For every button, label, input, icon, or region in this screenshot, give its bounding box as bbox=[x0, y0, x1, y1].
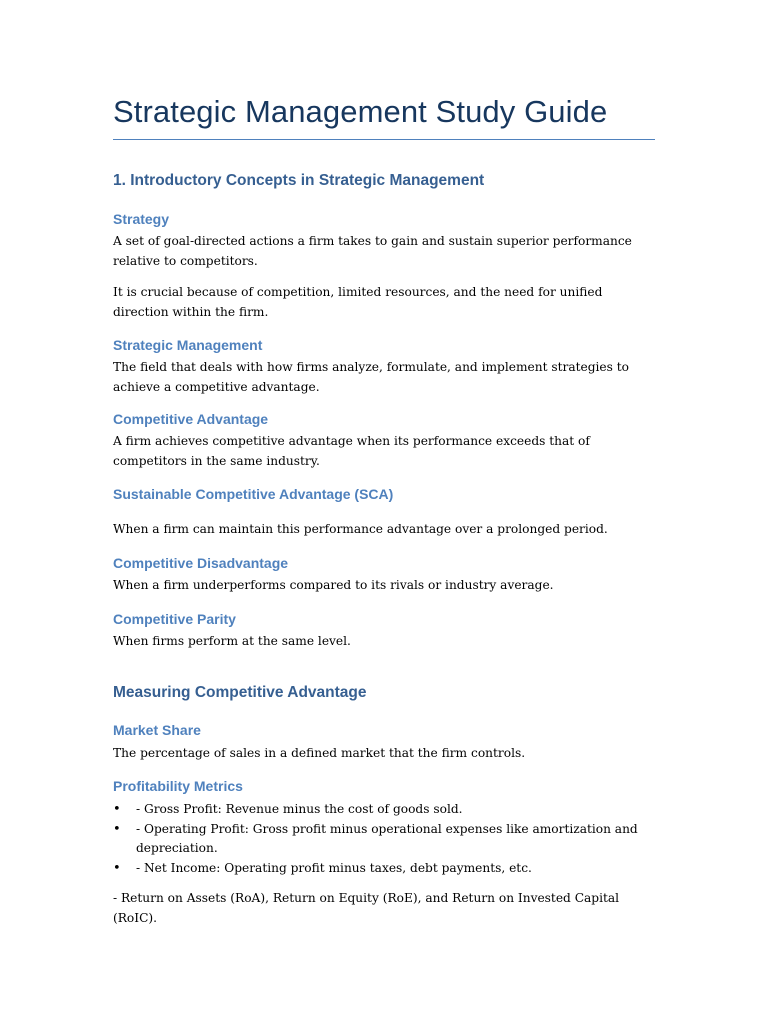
subheading-profitability-metrics: Profitability Metrics bbox=[113, 778, 243, 794]
paragraph-competitive-disadvantage: When a firm underperforms compared to its rivals or industry average. bbox=[113, 578, 554, 592]
paragraph-competitive-parity: When firms perform at the same level. bbox=[113, 634, 351, 648]
paragraph-strategy-importance: It is crucial because of competition, limited resources, and the need for unified direction within the firm. bbox=[113, 285, 603, 319]
list-item-net-income bbox=[113, 859, 658, 879]
list-item-gross-profit bbox=[113, 800, 658, 820]
subheading-competitive-advantage: Competitive Advantage bbox=[113, 411, 269, 427]
list-item-text: - Net Income: Operating profit minus taxes, debt payments, etc. bbox=[136, 860, 532, 875]
list-item-text: - Gross Profit: Revenue minus the cost of goods sold. bbox=[136, 802, 463, 816]
bullet-icon: • bbox=[113, 860, 121, 876]
profitability-metrics-list bbox=[113, 800, 658, 878]
title-underline bbox=[113, 139, 655, 140]
subheading-strategic-management: Strategic Management bbox=[113, 337, 263, 353]
subheading-sustainable-competitive-advantage: Sustainable Competitive Advantage (SCA) bbox=[113, 486, 394, 502]
section-heading-introductory-concepts: 1. Introductory Concepts in Strategic Management bbox=[113, 172, 485, 189]
document-title: Strategic Management Study Guide bbox=[113, 94, 608, 129]
subheading-market-share: Market Share bbox=[113, 722, 201, 738]
paragraph-sustainable-competitive-advantage: When a firm can maintain this performance advantage over a prolonged period. bbox=[113, 522, 608, 536]
paragraph-market-share: The percentage of sales in a defined market that the firm controls. bbox=[113, 746, 526, 760]
list-item-text: - Operating Profit: Gross profit minus operational expenses like amortization and depreciation. bbox=[136, 821, 638, 855]
section-heading-measuring-competitive-advantage: Measuring Competitive Advantage bbox=[113, 684, 367, 701]
subheading-competitive-parity: Competitive Parity bbox=[113, 611, 236, 627]
bullet-icon: • bbox=[113, 802, 121, 817]
subheading-competitive-disadvantage: Competitive Disadvantage bbox=[113, 555, 289, 571]
paragraph-strategy-definition: A set of goal-directed actions a firm takes to gain and sustain superior performance relative to competitors. bbox=[113, 234, 632, 268]
bullet-icon: • bbox=[113, 821, 121, 837]
subheading-strategy: Strategy bbox=[113, 211, 170, 227]
paragraph-strategic-management: The field that deals with how firms analyze, formulate, and implement strategies to achieve a competitive advantage. bbox=[113, 360, 629, 394]
paragraph-return-metrics: - Return on Assets (RoA), Return on Equity (RoE), and Return on Invested Capital (RoIC). bbox=[113, 891, 620, 925]
list-item-operating-profit bbox=[113, 820, 658, 859]
paragraph-competitive-advantage: A firm achieves competitive advantage when its performance exceeds that of competitors in the same industry. bbox=[113, 434, 590, 468]
